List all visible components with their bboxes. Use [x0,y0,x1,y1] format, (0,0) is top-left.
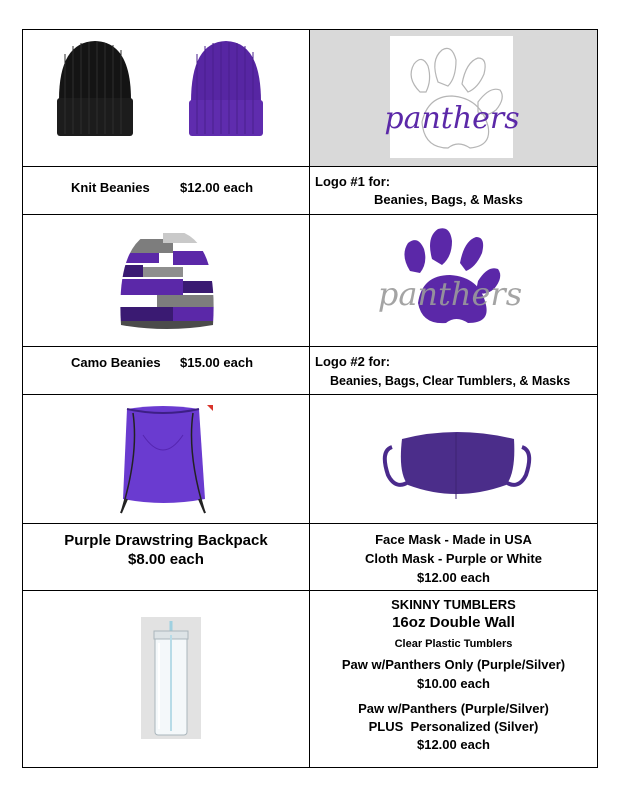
tumbler-option1: Paw w/Panthers Only (Purple/Silver) [341,657,566,672]
logo1-uses: Beanies, Bags, & Masks [374,192,523,207]
knit-beanies-label: Knit Beanies [71,180,150,195]
tumbler-heading: SKINNY TUMBLERS [391,597,516,612]
tumbler-price1: $10.00 each [416,676,490,691]
logo2-image-cell [310,215,598,347]
mask-image-cell [310,395,598,524]
camo-beanies-label: Camo Beanies [71,355,161,370]
tumbler-price2: $12.00 each [416,737,490,752]
knit-beanies-price: $12.00 each [180,180,254,195]
mask-price: $12.00 each [416,570,490,585]
backpack-image [23,395,310,524]
camo-beanie-image [23,215,310,347]
logo1-image [310,30,598,167]
knit-beanies-image-cell [23,30,310,167]
knit-beanies-image [23,30,310,167]
face-mask-icon [385,432,529,499]
skinny-tumbler-icon [154,621,188,735]
camo-beanies-label-cell [23,347,310,395]
mask-text-cell [310,524,598,591]
logo2-image [310,215,598,347]
camo-beanie-icon [113,225,223,335]
logo1-wordmark: panthers [384,101,520,136]
drawstring-backpack-icon [121,406,205,513]
tumbler-subheading: 16oz Double Wall [392,614,515,631]
mask-line1: Face Mask - Made in USA [375,532,532,547]
tumbler-text-cell [310,591,598,768]
tumbler-type: Clear Plastic Tumblers [394,638,513,650]
tumbler-option2a: Paw w/Panthers (Purple/Silver) [358,701,549,716]
logo1-title: Logo #1 for: [315,174,391,189]
logo2-wordmark: panthers [377,275,523,313]
camo-beanies-price: $15.00 each [180,355,254,370]
logo2-text-cell [310,347,598,395]
camo-beanie-image-cell [23,215,310,347]
logo1-image-cell [310,30,598,167]
knit-beanies-label-cell [23,167,310,215]
logo2-title: Logo #2 for: [315,354,391,369]
logo1-text-cell [310,167,598,215]
backpack-price: $8.00 each [128,551,204,568]
mask-line2: Cloth Mask - Purple or White [365,551,542,566]
product-order-table [22,29,598,768]
purple-beanie-icon [189,41,263,136]
tumbler-image-cell [23,591,310,768]
mask-image [310,395,598,524]
logo2-uses: Beanies, Bags, Clear Tumblers, & Masks [330,374,571,388]
backpack-text-cell [23,524,310,591]
tumbler-image [23,591,310,768]
black-beanie-icon [57,41,133,136]
corner-mark-icon [207,405,213,411]
backpack-title: Purple Drawstring Backpack [64,532,268,549]
backpack-image-cell [23,395,310,524]
tumbler-option2b: PLUS Personalized (Silver) [368,719,539,734]
